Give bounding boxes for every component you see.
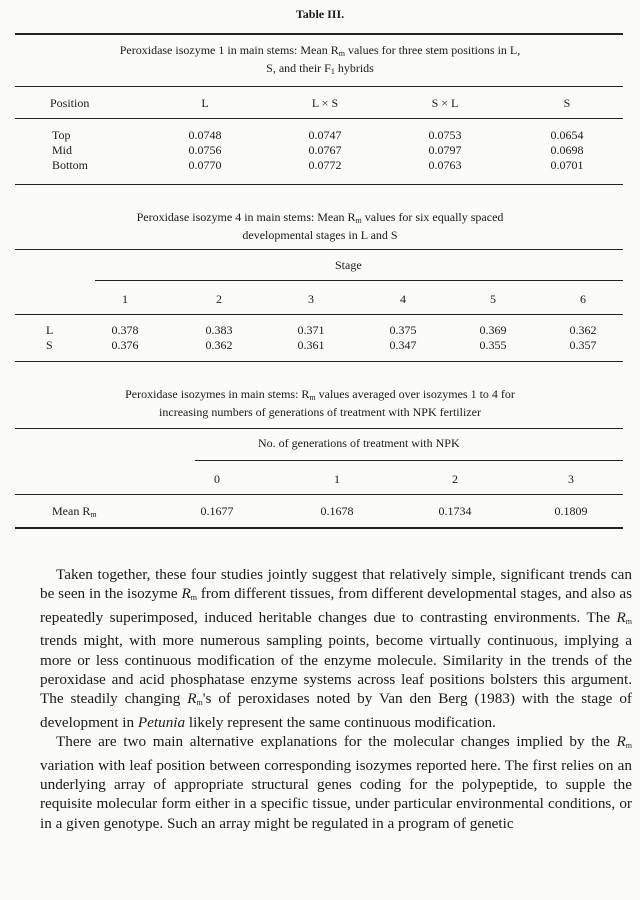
caption-text: hybrids [334, 61, 374, 75]
table2-cell: 0.376 [111, 338, 139, 352]
table1-header-s: S [563, 96, 571, 110]
caption-subscript: m [355, 216, 362, 225]
symbol-r: R [187, 690, 197, 708]
table2-stage-header: 5 [490, 292, 496, 306]
table-rule [15, 361, 623, 362]
table1-header-position: Position [50, 96, 90, 110]
text-run: from different tissues, from different developmental stages, and also as repeatedly superimposed, induced heritable changes due to contrasting environments. The [40, 585, 632, 626]
text-run: 's of peroxidases noted by Van den Berg (1983) with the stage of development in [40, 690, 632, 731]
table3-gen-header: 2 [452, 472, 458, 486]
text-run: Taken together, these four studies jointly suggest that relatively simple, significant trends can be seen in the isozyme [40, 566, 632, 603]
caption-text: increasing numbers of generations of treatment with NPK fertilizer [159, 405, 481, 419]
table2-stage-header: 2 [216, 292, 222, 306]
symbol-r: R [616, 733, 626, 751]
table3-caption [40, 387, 600, 420]
table1-cell: 0.0701 [550, 158, 584, 172]
table3-row-label [52, 504, 97, 522]
table2-caption [40, 210, 600, 243]
table3-gen-header: 1 [334, 472, 340, 486]
table-rule [15, 527, 623, 529]
table1-header-sxl: S × L [431, 96, 459, 110]
table2-row-label: L [46, 323, 54, 337]
table2-cell: 0.375 [389, 323, 417, 337]
table3-cell: 0.1809 [554, 504, 588, 518]
table1-cell: 0.0756 [188, 143, 222, 157]
table1-row-label: Bottom [52, 158, 89, 172]
table2-cell: 0.383 [205, 323, 233, 337]
table1-cell: 0.0747 [308, 128, 342, 142]
paragraph [40, 732, 632, 833]
text-run: variation with leaf position between corresponding isozymes reported here. The first relies on an underlying array of appropriate structural genes coding for the polypeptide, to supple the requisite molecular form either in a specific tissue, under particular environmental conditions, or in a given genotype. Such an array might be regulated in a program of genetic [40, 756, 632, 832]
symbol-subscript: m [625, 616, 632, 626]
symbol-subscript: m [190, 593, 197, 603]
table1-cell: 0.0797 [428, 143, 462, 157]
text-run: There are two main alternative explanations for the molecular changes implied by the [56, 733, 617, 751]
table-rule [15, 184, 623, 185]
text-run: trends might, with more numerous sampling points, become virtually continuous, implying a more or less continuous modification of the enzyme molecule. Similarity in the trends of the peroxidase and acid phosphatase enzyme systems across leaf positions bolsters this argument. The steadily changing [40, 632, 632, 708]
caption-text: Peroxidase isozyme 1 in main stems: Mean R [119, 43, 339, 57]
table2-cell: 0.362 [569, 323, 597, 337]
table-rule [15, 249, 623, 250]
caption-subscript: 1 [330, 67, 335, 76]
table1-cell: 0.0654 [550, 128, 584, 142]
table-rule [15, 314, 623, 315]
table1-cell: 0.0748 [188, 128, 222, 142]
table3-gen-header: 3 [568, 472, 574, 486]
paragraph [40, 565, 632, 732]
table1-row-label: Top [52, 128, 71, 142]
symbol-subscript: m [196, 698, 203, 708]
table3-gen-header: 0 [214, 472, 220, 486]
row-label-subscript: m [90, 510, 97, 519]
caption-text: values averaged over isozymes 1 to 4 for [315, 387, 515, 401]
table1-header-l: L [201, 96, 209, 110]
table1-row-label: Mid [52, 143, 73, 157]
table1-header-lxs: L × S [311, 96, 339, 110]
table2-cell: 0.369 [479, 323, 507, 337]
table-rule [15, 428, 623, 429]
table2-row-label: S [46, 338, 53, 352]
caption-subscript: m [338, 49, 345, 58]
table-rule [15, 86, 623, 87]
text-run: likely represent the same continuous modification. [185, 713, 496, 731]
table2-cell: 0.355 [479, 338, 507, 352]
table-rule [95, 280, 623, 281]
table1-cell: 0.0698 [550, 143, 584, 157]
table2-stage-header: 4 [400, 292, 406, 306]
table2-stage-header: 3 [308, 292, 314, 306]
table-rule [195, 460, 623, 461]
table-rule [15, 494, 623, 495]
table-rule [15, 118, 623, 119]
caption-text: developmental stages in L and S [242, 228, 398, 242]
table3-group-header: No. of generations of treatment with NPK [258, 436, 460, 450]
table2-group-header: Stage [335, 258, 362, 272]
table3-cell: 0.1734 [438, 504, 472, 518]
table1-cell: 0.0767 [308, 143, 342, 157]
caption-text: Peroxidase isozyme 4 in main stems: Mean R [136, 210, 356, 224]
table-title: Table III. [295, 7, 345, 21]
table1-cell: 0.0763 [428, 158, 462, 172]
body-text [40, 565, 632, 833]
caption-text: values for three stem positions in L, [344, 43, 521, 57]
table2-cell: 0.362 [205, 338, 233, 352]
table1-caption [40, 43, 600, 79]
caption-text: Peroxidase isozymes in main stems: R [125, 387, 310, 401]
table2-cell: 0.357 [569, 338, 597, 352]
caption-text: S, and their F [266, 61, 331, 75]
caption-subscript: m [309, 393, 316, 402]
table-rule [15, 33, 623, 35]
italic-species: Petunia [137, 713, 186, 731]
row-label-text: Mean R [52, 504, 91, 518]
table2-cell: 0.361 [297, 338, 325, 352]
symbol-subscript: m [625, 741, 632, 751]
symbol-r: R [616, 608, 626, 626]
table2-stage-header: 1 [122, 292, 128, 306]
table2-cell: 0.378 [111, 323, 139, 337]
table2-cell: 0.371 [297, 323, 325, 337]
table3-cell: 0.1678 [320, 504, 354, 518]
table3-cell: 0.1677 [200, 504, 234, 518]
table1-cell: 0.0753 [428, 128, 462, 142]
table2-cell: 0.347 [389, 338, 417, 352]
table2-stage-header: 6 [580, 292, 586, 306]
table1-cell: 0.0770 [188, 158, 222, 172]
caption-text: values for six equally spaced [361, 210, 504, 224]
symbol-r: R [181, 585, 191, 603]
table1-cell: 0.0772 [308, 158, 342, 172]
